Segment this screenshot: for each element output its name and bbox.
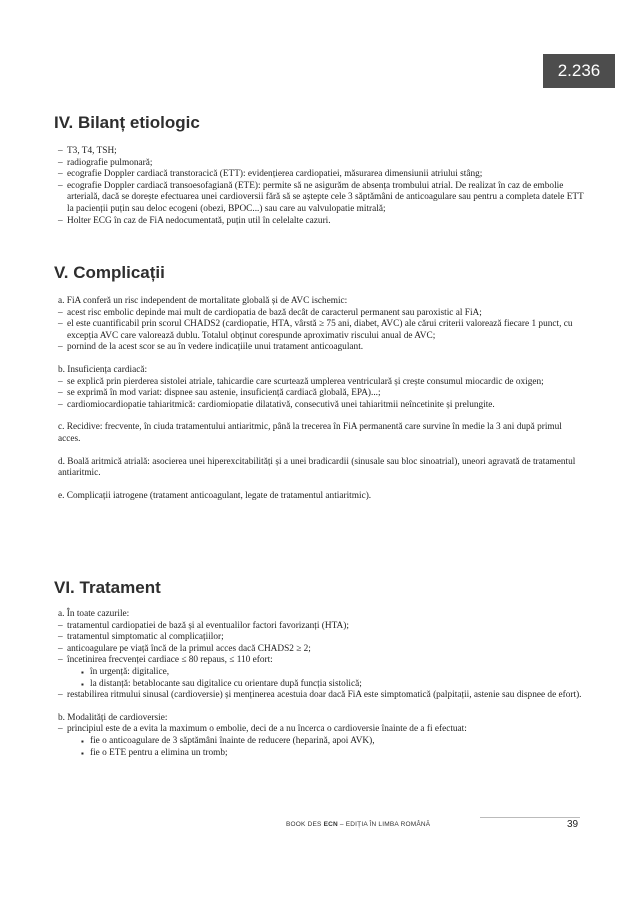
list-item: – el este cuantificabil prin scorul CHADS2 (cardiopatie, HTA, vârstă ≥ 75 ani, diabet, AVC) ale cărui criterii valorează fiecare 1 punct, cu excepția AVC care valorează dublu. Totalul obținut corespunde aproximativ riscului anual de AVC; <box>58 319 584 342</box>
page-number: 39 <box>567 819 579 830</box>
sub-list-item: ▪ în urgență: digitalice, <box>58 667 584 679</box>
footer-divider <box>480 817 580 818</box>
list-item: – restabilirea ritmului sinusal (cardioversie) și menținerea acestuia doar dacă FiA este simptomatică (palpitații, astenie sau dispnee de efort). <box>58 690 584 702</box>
sub-list-item: ▪ fie o ETE pentru a elimina un tromb; <box>58 748 584 760</box>
sub-list-item: ▪ fie o anticoagulare de 3 săptămâni înainte de reducere (heparină, apoi AVK), <box>58 736 584 748</box>
paragraph-heading: b. Modalități de cardioversie: <box>58 712 168 723</box>
section-complicatii-body <box>58 296 584 502</box>
list-item: – se exprimă în mod variat: dispnee sau astenie, insuficiență cardiacă globală, EPA)...; <box>58 388 584 400</box>
list-item: – tratamentul simptomatic al complicațiilor; <box>58 632 584 644</box>
section-title-complicatii: V. Complicații <box>54 263 165 282</box>
list-item: – tratamentul cardiopatiei de bază și al eventualilor factori favorizanți (HTA); <box>58 621 584 633</box>
list-item: – acest risc embolic depinde mai mult de cardiopatia de bază decât de caracterul permanent sau paroxistic al FiA; <box>58 308 584 320</box>
list-item: – radiografie pulmonară; <box>58 158 584 170</box>
section-bilant-list <box>58 146 584 227</box>
list-item: – ecografie Doppler cardiacă transoesofagiană (ETE): permite să ne asigurăm de absența trombului atrial. De realizat în caz de embolie arterială, dacă se dorește efectuarea unei cardioversii fără să se aștepte cele 3 săptămâni de anticoagulare sau pentru a completa datele ETT la pacienții puțin sau deloc ecogeni (obezi, BPOC...) sau care au valvulopatie mitrală; <box>58 181 584 216</box>
section-title-tratament: VI. Tratament <box>54 578 161 597</box>
footer-brand <box>286 821 430 828</box>
list-item: – T3, T4, TSH; <box>58 146 584 158</box>
list-item: – se explică prin pierderea sistolei atriale, tahicardie care scurtează umplerea ventriculară și crește consumul miocardic de oxigen; <box>58 377 584 389</box>
chapter-tab: 2.236 <box>543 54 615 88</box>
paragraph-heading: b. Insuficiența cardiacă: <box>58 364 148 375</box>
section-title-bilant: IV. Bilanț etiologic <box>54 113 200 132</box>
list-item: – pornind de la acest scor se au în vedere indicațiile unui tratament anticoagulant. <box>58 342 584 354</box>
footer-brand-suffix: – EDIȚIA ÎN LIMBA ROMÂNĂ <box>337 821 431 828</box>
paragraph-heading: a. FiA conferă un risc independent de mortalitate globală și de AVC ischemic: <box>58 296 348 306</box>
footer-brand-bold: ECN <box>323 821 338 828</box>
list-item: – ecografie Doppler cardiacă transtoracică (ETT): evidențierea cardiopatiei, măsurarea dimensiunii atriului stâng; <box>58 169 584 181</box>
list-item: – încetinirea frecvenței cardiace ≤ 80 repaus, ≤ 110 efort: <box>58 655 584 667</box>
section-tratament-body <box>58 609 584 759</box>
list-item: – principiul este de a evita la maximum o embolie, deci de a nu încerca o cardioversie înainte de a fi efectuat: <box>58 724 584 736</box>
list-item: – Holter ECG în caz de FiA nedocumentată, puțin util în celelalte cazuri. <box>58 216 584 228</box>
paragraph-heading: a. În toate cazurile: <box>58 609 130 619</box>
footer-brand-prefix: BOOK DES <box>286 821 324 828</box>
paragraph: e. Complicații iatrogene (tratament anticoagulant, legate de tratamentul antiaritmic). <box>58 490 372 501</box>
paragraph: d. Boală aritmică atrială: asocierea unei hiperexcitabilități și a unei bradicardii (sinusale sau bloc sinoatrial), uneori agravată de tratamentul antiaritmic. <box>58 456 576 479</box>
list-item: – anticoagulare pe viață încă de la primul acces dacă CHADS2 ≥ 2; <box>58 644 584 656</box>
paragraph: c. Recidive: frecvente, în ciuda tratamentului antiaritmic, până la trecerea în FiA permanentă care survine în medie la 3 ani după primul acces. <box>58 422 562 444</box>
sub-list-item: ▪ la distanță: betablocante sau digitalice cu orientare după funcția sistolică; <box>58 679 584 691</box>
list-item: – cardiomiocardiopatie tahiaritmică: cardiomiopatie dilatativă, consecutivă unei tahiaritmii neîncetinite și prelungite. <box>58 400 584 412</box>
